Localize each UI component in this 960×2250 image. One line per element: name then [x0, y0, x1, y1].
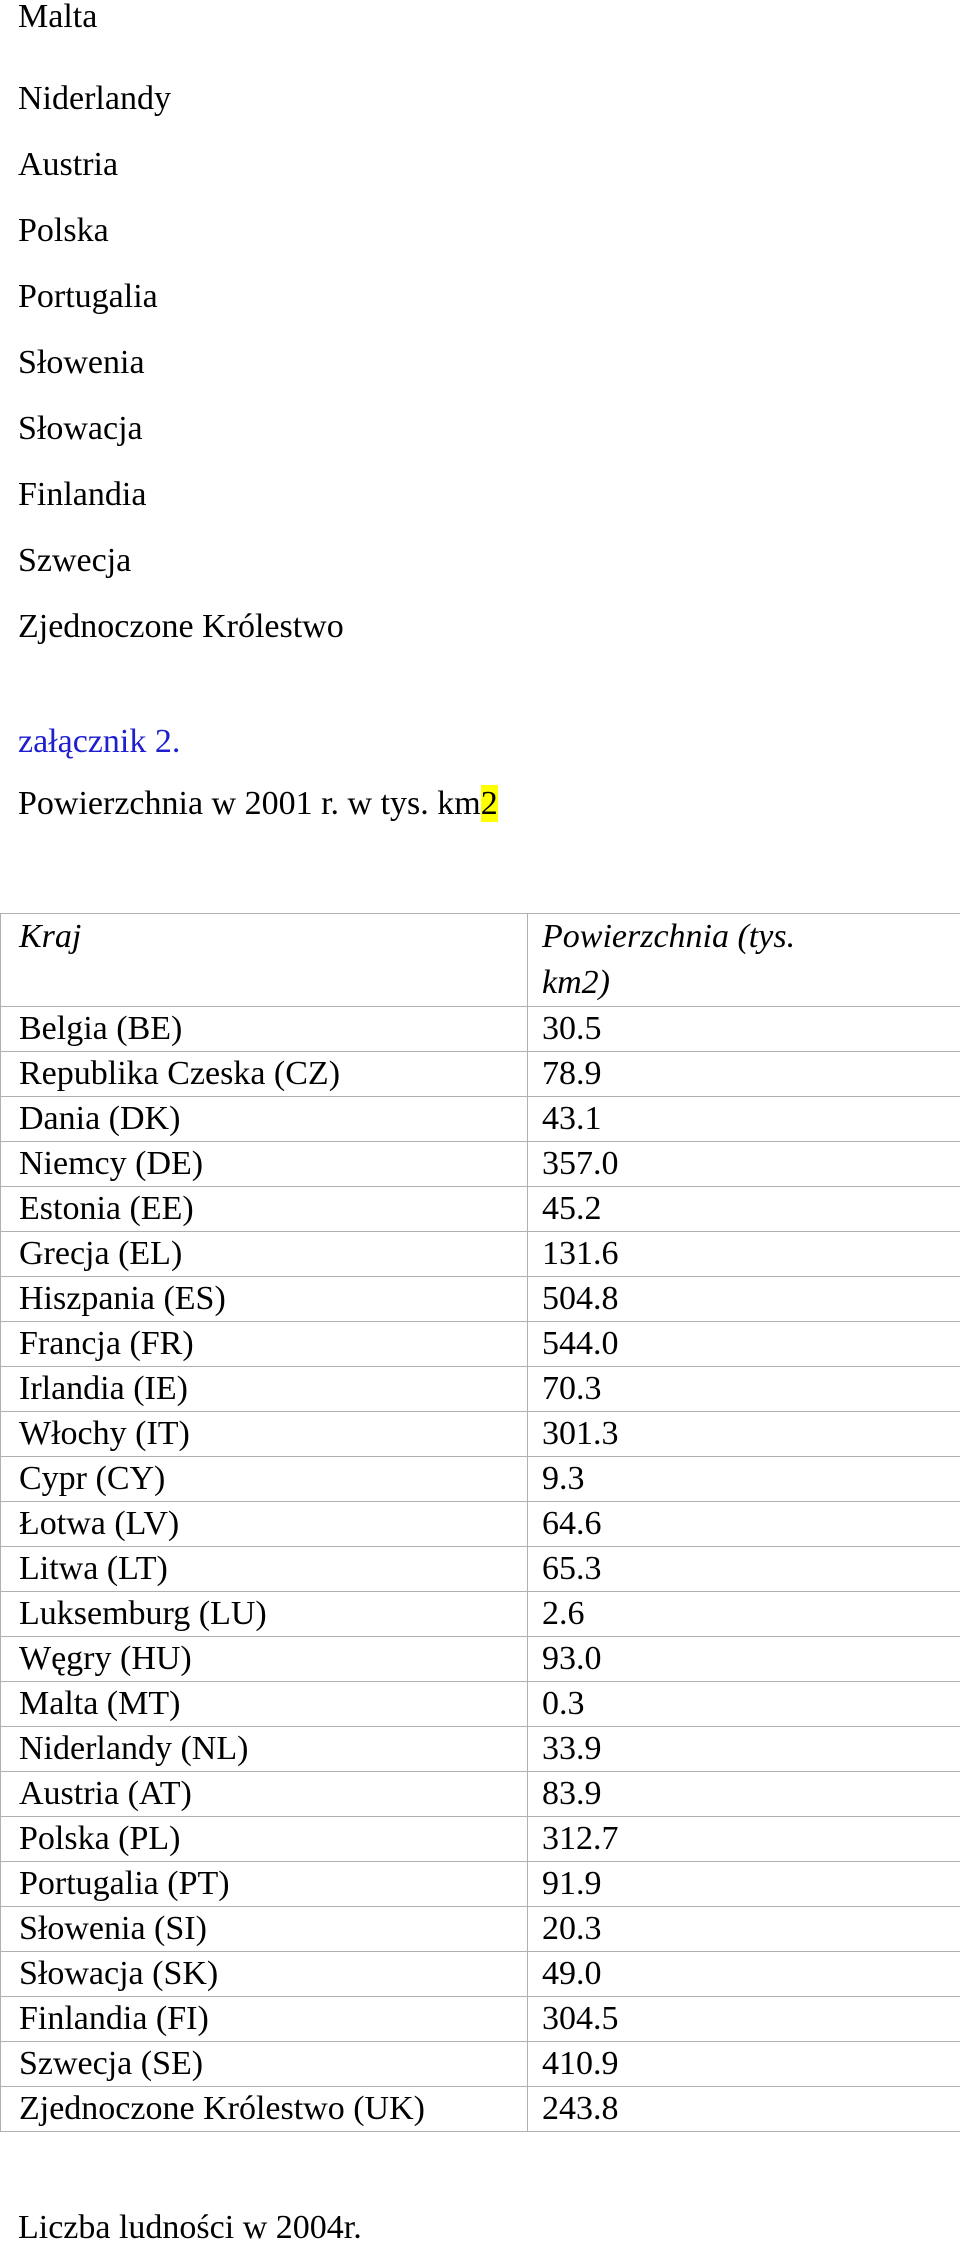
table-row: [1, 1637, 960, 1682]
cell-country: Polska (PL): [1, 1817, 528, 1862]
table-row: [1, 1007, 960, 1052]
area-table: [0, 913, 960, 2132]
cell-area: 357.0: [528, 1142, 960, 1187]
list-item: Malta: [18, 0, 344, 34]
table-row: [1, 1142, 960, 1187]
cell-area: 410.9: [528, 2042, 960, 2087]
cell-country: Grecja (EL): [1, 1232, 528, 1277]
table-row: [1, 1412, 960, 1457]
cell-area: 301.3: [528, 1412, 960, 1457]
annex-link[interactable]: załącznik 2.: [18, 720, 180, 764]
header-area-line1: Powierzchnia (tys.: [542, 914, 960, 960]
cell-country: Szwecja (SE): [1, 2042, 528, 2087]
cell-area: 544.0: [528, 1322, 960, 1367]
table-row: [1, 1367, 960, 1412]
country-list: [18, 0, 344, 660]
cell-country: Malta (MT): [1, 1682, 528, 1727]
section-heading: [18, 782, 498, 826]
table-row: [1, 1817, 960, 1862]
cell-area: 93.0: [528, 1637, 960, 1682]
cell-country: Włochy (IT): [1, 1412, 528, 1457]
table-row: [1, 1097, 960, 1142]
table-row: [1, 1997, 960, 2042]
table-row: [1, 1277, 960, 1322]
cell-country: Austria (AT): [1, 1772, 528, 1817]
cell-country: Republika Czeska (CZ): [1, 1052, 528, 1097]
table-header-row: [1, 914, 960, 1007]
heading-text: Powierzchnia w 2001 r. w tys. km: [18, 785, 481, 822]
cell-country: Irlandia (IE): [1, 1367, 528, 1412]
table-row: [1, 1907, 960, 1952]
cell-country: Portugalia (PT): [1, 1862, 528, 1907]
header-country: Kraj: [1, 914, 528, 1007]
cell-area: 0.3: [528, 1682, 960, 1727]
list-item: Portugalia: [18, 264, 344, 330]
cell-country: Hiszpania (ES): [1, 1277, 528, 1322]
cell-country: Zjednoczone Królestwo (UK): [1, 2087, 528, 2132]
cell-area: 49.0: [528, 1952, 960, 1997]
table-row: [1, 1862, 960, 1907]
header-area: [528, 914, 960, 1007]
table-row: [1, 1502, 960, 1547]
cell-country: Finlandia (FI): [1, 1997, 528, 2042]
cell-country: Niderlandy (NL): [1, 1727, 528, 1772]
cell-country: Luksemburg (LU): [1, 1592, 528, 1637]
table-row: [1, 1052, 960, 1097]
cell-area: 504.8: [528, 1277, 960, 1322]
cell-area: 83.9: [528, 1772, 960, 1817]
cell-area: 312.7: [528, 1817, 960, 1862]
cell-area: 2.6: [528, 1592, 960, 1637]
cell-country: Słowenia (SI): [1, 1907, 528, 1952]
cell-country: Francja (FR): [1, 1322, 528, 1367]
cell-country: Słowacja (SK): [1, 1952, 528, 1997]
table-row: [1, 1682, 960, 1727]
table-row: [1, 1592, 960, 1637]
table-row: [1, 1547, 960, 1592]
cell-area: 43.1: [528, 1097, 960, 1142]
cell-area: 304.5: [528, 1997, 960, 2042]
list-item: Zjednoczone Królestwo: [18, 594, 344, 660]
table-row: [1, 1457, 960, 1502]
cell-area: 78.9: [528, 1052, 960, 1097]
cell-area: 65.3: [528, 1547, 960, 1592]
table-row: [1, 2042, 960, 2087]
table-row: [1, 1772, 960, 1817]
table-row: [1, 1187, 960, 1232]
highlighted-superscript: 2: [481, 785, 498, 822]
header-area-line2: km2): [542, 960, 960, 1006]
list-item: Niderlandy: [18, 66, 344, 132]
cell-area: 131.6: [528, 1232, 960, 1277]
cell-country: Litwa (LT): [1, 1547, 528, 1592]
population-heading: Liczba ludności w 2004r.: [18, 2206, 362, 2250]
cell-area: 9.3: [528, 1457, 960, 1502]
cell-area: 20.3: [528, 1907, 960, 1952]
cell-area: 64.6: [528, 1502, 960, 1547]
list-item: Słowenia: [18, 330, 344, 396]
cell-country: Niemcy (DE): [1, 1142, 528, 1187]
cell-area: 45.2: [528, 1187, 960, 1232]
table-row: [1, 1952, 960, 1997]
cell-country: Łotwa (LV): [1, 1502, 528, 1547]
cell-country: Węgry (HU): [1, 1637, 528, 1682]
cell-country: Dania (DK): [1, 1097, 528, 1142]
cell-country: Belgia (BE): [1, 1007, 528, 1052]
table-row: [1, 1727, 960, 1772]
list-item: Austria: [18, 132, 344, 198]
list-item: Polska: [18, 198, 344, 264]
cell-area: 33.9: [528, 1727, 960, 1772]
cell-area: 91.9: [528, 1862, 960, 1907]
cell-country: Cypr (CY): [1, 1457, 528, 1502]
cell-area: 243.8: [528, 2087, 960, 2132]
cell-area: 30.5: [528, 1007, 960, 1052]
list-item: Słowacja: [18, 396, 344, 462]
list-item: Finlandia: [18, 462, 344, 528]
cell-country: Estonia (EE): [1, 1187, 528, 1232]
table-row: [1, 2087, 960, 2132]
cell-area: 70.3: [528, 1367, 960, 1412]
table-row: [1, 1322, 960, 1367]
list-item: Szwecja: [18, 528, 344, 594]
table-row: [1, 1232, 960, 1277]
